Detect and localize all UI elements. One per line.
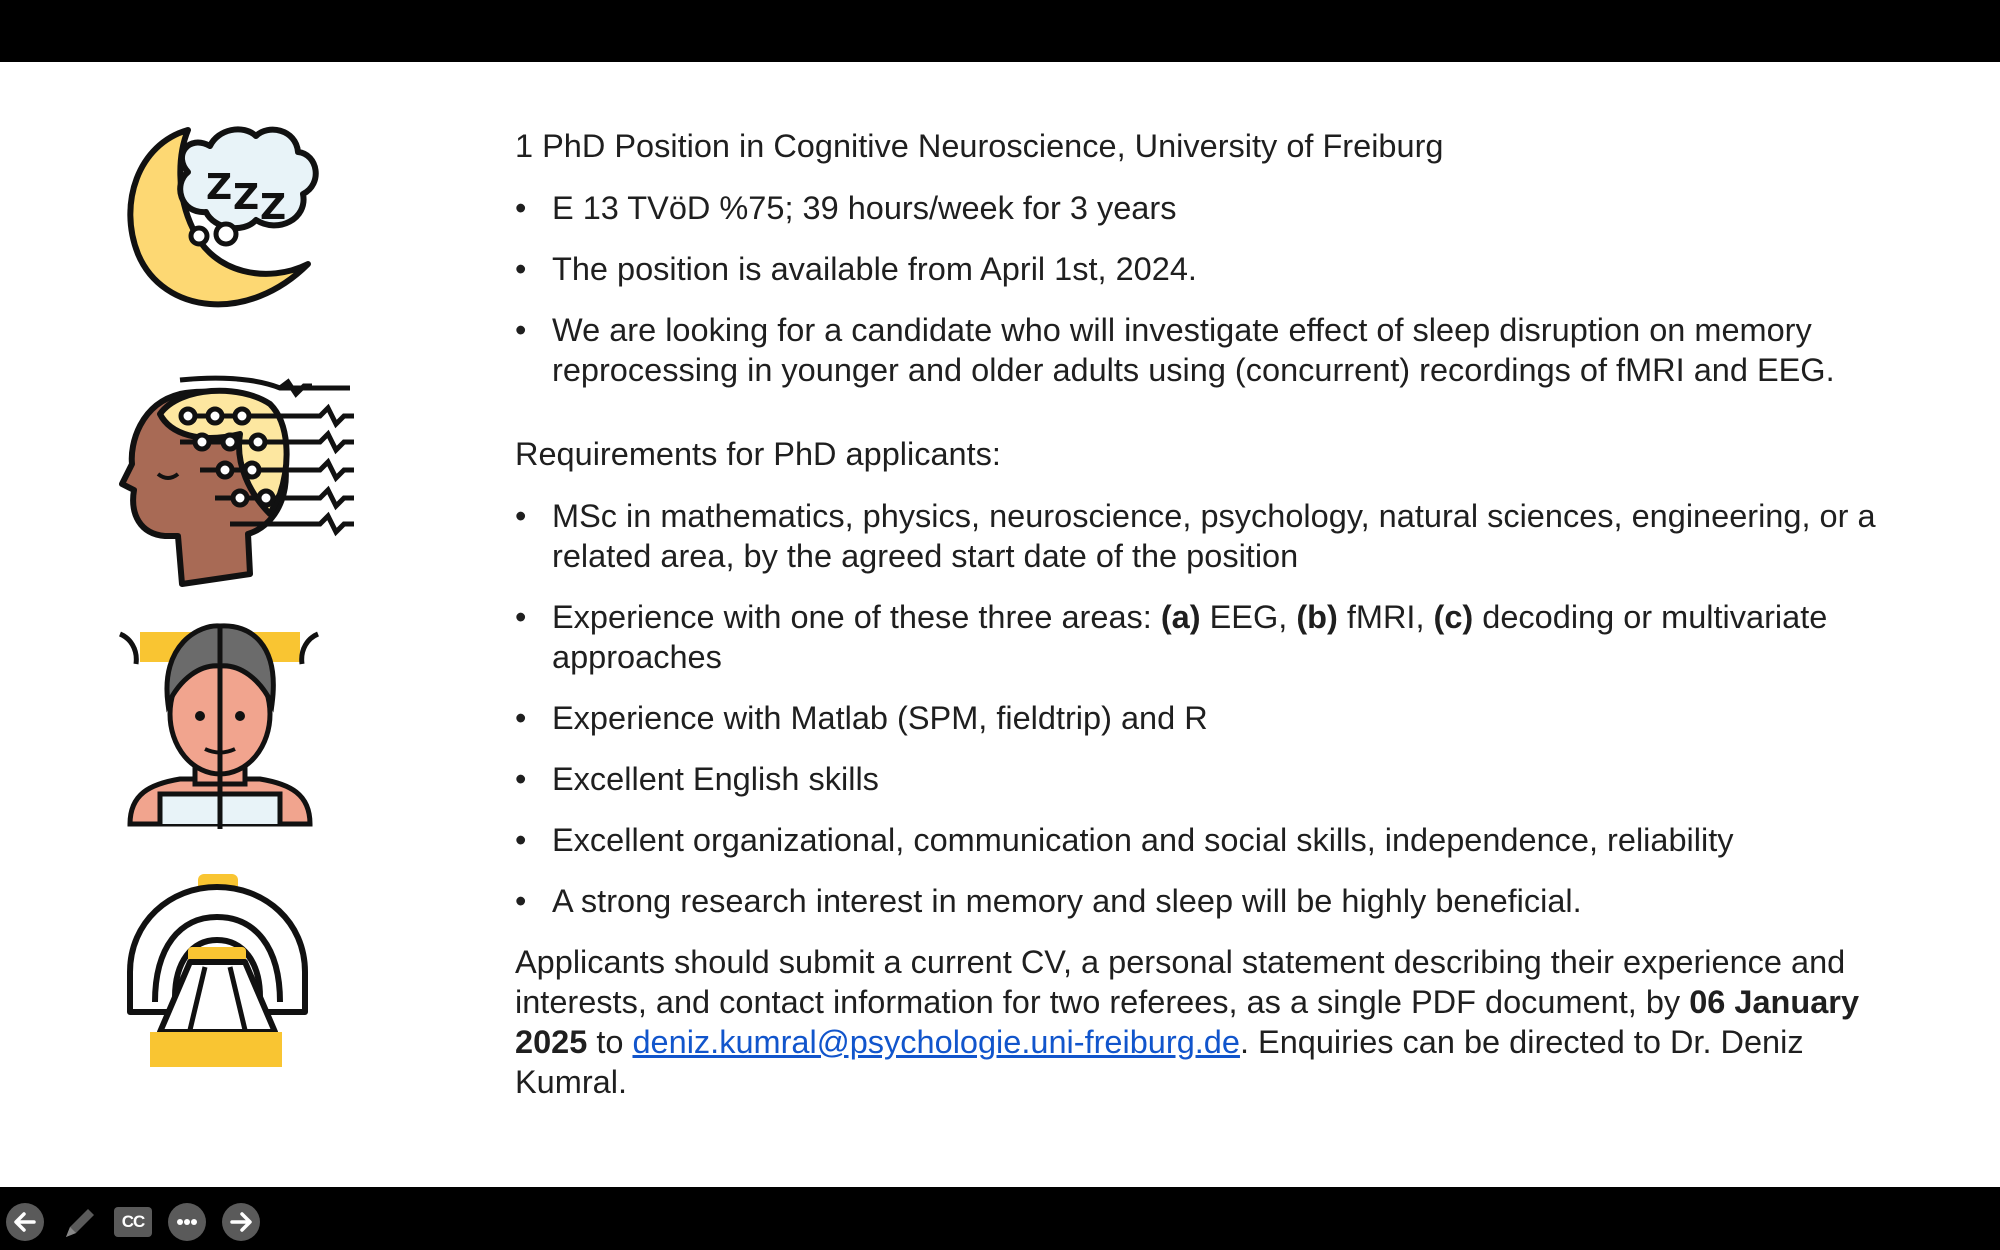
bullet-glyph: • (515, 498, 527, 534)
pen-tool-button[interactable] (60, 1203, 98, 1241)
area-c-text: decoding or multivariate approaches (552, 599, 1828, 675)
list-item (515, 698, 1920, 738)
contact-email-link[interactable]: deniz.kumral@psychologie.uni-freiburg.de (632, 1024, 1240, 1060)
bullet-glyph: • (515, 883, 527, 919)
bullet-glyph: • (515, 599, 527, 635)
illustration-column (0, 62, 420, 1187)
application-text-to: to (587, 1024, 633, 1060)
previous-slide-button[interactable] (6, 1203, 44, 1241)
bullet-glyph: • (515, 700, 527, 736)
list-item (515, 496, 1920, 576)
list-item-text (552, 599, 1827, 675)
svg-text:Z: Z (233, 177, 260, 218)
svg-text:Z: Z (206, 167, 233, 208)
list-item-text: A strong research interest in memory and sleep will be highly beneficial. (552, 883, 1582, 919)
next-slide-button[interactable] (222, 1203, 260, 1241)
list-item-text: Excellent English skills (552, 761, 879, 797)
more-options-button[interactable] (168, 1203, 206, 1241)
position-details-list (515, 188, 1920, 390)
list-item (515, 759, 1920, 799)
bullet-glyph: • (515, 761, 527, 797)
bullet-glyph: • (515, 312, 527, 348)
arrow-right-icon (228, 1209, 254, 1235)
area-a-label: (a) (1160, 599, 1201, 635)
area-a-text: EEG, (1200, 599, 1297, 635)
list-item (515, 310, 1920, 390)
area-b-text: fMRI, (1337, 599, 1434, 635)
list-item (515, 820, 1920, 860)
area-b-label: (b) (1296, 599, 1338, 635)
list-item-text: The position is available from April 1st, 2024. (552, 251, 1197, 287)
moon-sleep-icon (118, 124, 328, 324)
areas-prefix: Experience with one of these three areas: (552, 599, 1161, 635)
arrow-left-icon (12, 1209, 38, 1235)
list-item (515, 188, 1920, 228)
bullet-glyph: • (515, 190, 527, 226)
list-item-text: E 13 TVöD %75; 39 hours/week for 3 years (552, 190, 1177, 226)
list-item (515, 881, 1920, 921)
bullet-glyph: • (515, 822, 527, 858)
pen-icon (60, 1203, 98, 1241)
application-deadline: 06 January 2025 (515, 984, 1860, 1060)
application-text: Applicants should submit a current CV, a personal statement describing their experience and interests, and contact information for two referees, as a single PDF document, by (515, 944, 1846, 1020)
list-item (515, 249, 1920, 289)
face-scan-icon (120, 624, 320, 829)
area-c-label: (c) (1433, 599, 1474, 635)
list-item (515, 597, 1920, 677)
mri-scanner-icon (120, 872, 315, 1072)
eeg-head-icon (120, 374, 355, 589)
list-item-text: Experience with Matlab (SPM, fieldtrip) and R (552, 700, 1208, 736)
requirements-heading: Requirements for PhD applicants: (515, 436, 1001, 472)
enquiries-text: . Enquiries can be directed to Dr. Deniz Kumral. (515, 1024, 1804, 1100)
requirements-list (515, 496, 1920, 921)
list-item-text: MSc in mathematics, physics, neuroscience, psychology, natural sciences, engineering, or a related area, by the agreed start date of the position (552, 498, 1876, 574)
page-title: 1 PhD Position in Cognitive Neuroscience, University of Freiburg (515, 128, 1444, 164)
svg-text:Z: Z (260, 187, 287, 228)
more-icon (174, 1209, 200, 1235)
list-item-text: Excellent organizational, communication and social skills, independence, reliability (552, 822, 1734, 858)
presentation-controls (6, 1202, 260, 1242)
slide-content (515, 126, 1920, 1102)
slide (0, 62, 2000, 1231)
bullet-glyph: • (515, 251, 527, 287)
captions-button[interactable]: CC (114, 1207, 152, 1237)
application-paragraph (515, 942, 1920, 1102)
list-item-text: We are looking for a candidate who will investigate effect of sleep disruption on memory reprocessing in younger and older adults using (concurrent) recordings of fMRI and EEG. (552, 312, 1835, 388)
